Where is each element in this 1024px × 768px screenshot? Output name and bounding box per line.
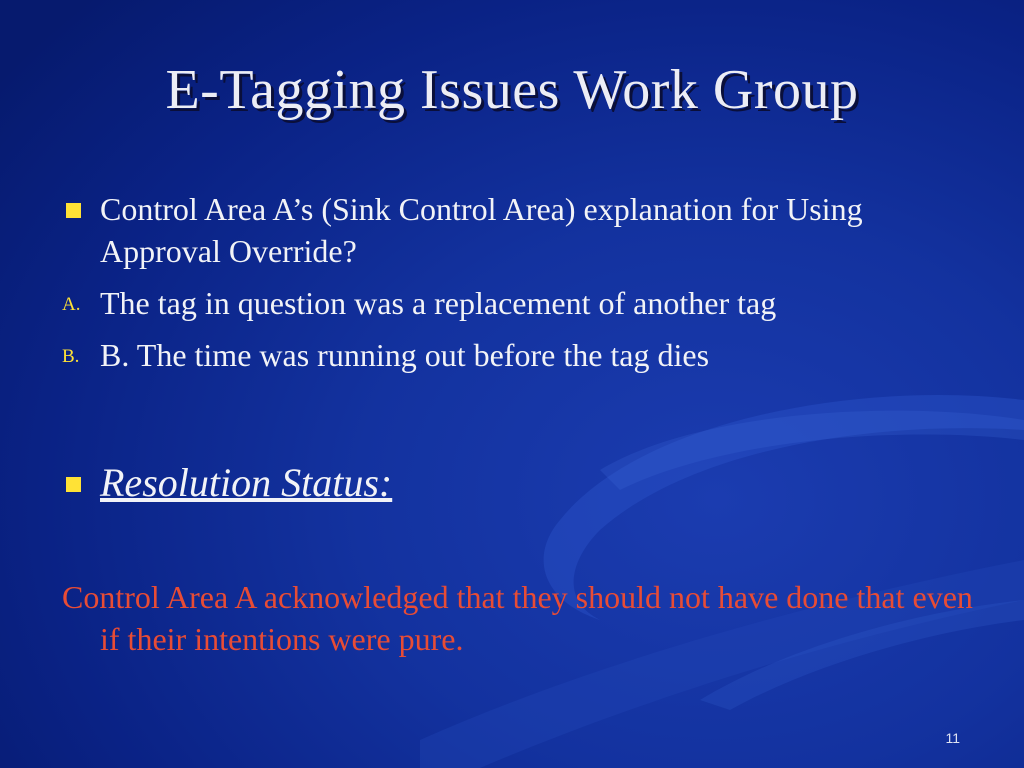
bullet-text: Control Area A’s (Sink Control Area) explanation for Using Approval Override?	[100, 191, 863, 269]
page-number: 11	[945, 730, 960, 746]
square-bullet-icon	[66, 203, 81, 218]
bullet-marker-a: A.	[62, 294, 81, 315]
slide-title: E-Tagging Issues Work Group	[165, 59, 859, 121]
bullet-text: The tag in question was a replacement of another tag	[100, 285, 777, 321]
bullet-marker-b: B.	[62, 346, 80, 367]
bullet-text: B. The time was running out before the tag dies	[100, 337, 710, 373]
resolution-text: Control Area A acknowledged that they should not have done that even if their intentions were pure.	[62, 579, 973, 657]
square-bullet-icon	[66, 477, 81, 492]
resolution-status-heading: Resolution Status:	[100, 460, 393, 505]
